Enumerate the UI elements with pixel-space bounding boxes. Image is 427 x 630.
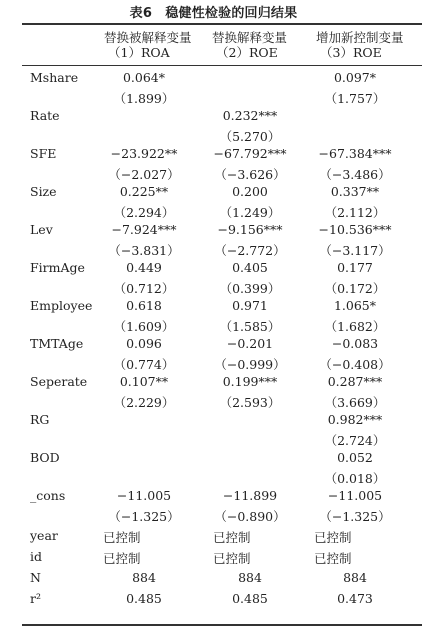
coefficient-cell: 0.982*** — [327, 412, 383, 427]
coefficient-cell: 0.449 — [126, 260, 162, 275]
coefficient-cell: −11.005 — [116, 488, 172, 503]
coefficient-cell: −0.201 — [226, 336, 274, 351]
bottom-rule — [22, 624, 422, 626]
footer-cell: 已控制 — [213, 551, 251, 566]
column-header-title: 替换被解释变量 — [104, 30, 192, 45]
row-label: FirmAge — [30, 260, 85, 275]
header-rule — [22, 65, 422, 66]
coefficient-cell: 0.337** — [330, 184, 380, 199]
t-statistic-cell: （1.585） — [219, 319, 281, 334]
row-label: Seperate — [30, 374, 88, 389]
coefficient-cell: 0.200 — [232, 184, 268, 199]
coefficient-cell: −23.922** — [110, 146, 178, 161]
coefficient-cell: −67.384*** — [318, 146, 392, 161]
column-header — [212, 30, 287, 60]
column-header-model: （3）ROE — [320, 45, 382, 60]
row-label: SFE — [30, 146, 57, 161]
footer-cell: 884 — [238, 570, 262, 585]
coefficient-cell: 0.052 — [337, 450, 373, 465]
footer-row-label: year — [30, 528, 58, 543]
t-statistic-cell: （−0.408） — [319, 357, 391, 372]
t-statistic-cell: （−3.486） — [319, 167, 391, 182]
t-statistic-cell: （−1.325） — [319, 509, 391, 524]
coefficient-cell: 0.064* — [122, 70, 166, 85]
coefficient-cell: 0.096 — [126, 336, 162, 351]
row-label: RG — [30, 412, 50, 427]
coefficient-cell: −11.005 — [327, 488, 383, 503]
coefficient-cell: −11.899 — [222, 488, 278, 503]
footer-row-label: r² — [30, 591, 41, 606]
coefficient-cell: −0.083 — [331, 336, 379, 351]
t-statistic-cell: （−1.325） — [108, 509, 180, 524]
coefficient-cell: −10.536*** — [318, 222, 392, 237]
footer-cell: 已控制 — [314, 530, 352, 545]
footer-cell: 已控制 — [103, 551, 141, 566]
coefficient-cell: 0.225** — [119, 184, 169, 199]
t-statistic-cell: （1.249） — [219, 205, 281, 220]
footer-cell: 已控制 — [103, 530, 141, 545]
column-header-title: 替换解释变量 — [212, 30, 288, 45]
footer-cell: 884 — [343, 570, 367, 585]
t-statistic-cell: （−3.831） — [108, 243, 180, 258]
table-title: 表6 稳健性检验的回归结果 — [129, 6, 298, 21]
column-header-model: （2）ROE — [216, 45, 278, 60]
t-statistic-cell: （2.294） — [113, 205, 175, 220]
footer-cell: 0.485 — [232, 591, 268, 606]
coefficient-cell: −7.924*** — [111, 222, 177, 237]
coefficient-cell: 0.618 — [126, 298, 162, 313]
coefficient-cell: 0.405 — [232, 260, 268, 275]
t-statistic-cell: （−0.999） — [214, 357, 286, 372]
footer-cell: 已控制 — [213, 530, 251, 545]
t-statistic-cell: （−3.626） — [214, 167, 286, 182]
coefficient-cell: 0.097* — [333, 70, 377, 85]
footer-row-label: id — [30, 549, 42, 564]
coefficient-cell: −67.792*** — [213, 146, 287, 161]
footer-row-label: N — [30, 570, 41, 585]
t-statistic-cell: （1.899） — [113, 91, 175, 106]
row-label: Rate — [30, 108, 60, 123]
row-label: _cons — [30, 488, 66, 503]
row-label: BOD — [30, 450, 60, 465]
top-rule — [22, 23, 422, 25]
t-statistic-cell: （2.593） — [219, 395, 281, 410]
footer-cell: 已控制 — [314, 551, 352, 566]
row-label: Size — [30, 184, 57, 199]
column-header-title: 增加新控制变量 — [316, 30, 404, 45]
t-statistic-cell: （−0.890） — [214, 509, 286, 524]
coefficient-cell: 0.971 — [232, 298, 268, 313]
row-label: Mshare — [30, 70, 79, 85]
coefficient-cell: 0.177 — [337, 260, 373, 275]
coefficient-cell: 0.107** — [119, 374, 169, 389]
row-label: Lev — [30, 222, 53, 237]
t-statistic-cell: （1.757） — [324, 91, 386, 106]
row-label: TMTAge — [30, 336, 84, 351]
row-label: Employee — [30, 298, 93, 313]
column-header — [316, 30, 404, 60]
t-statistic-cell: （5.270） — [219, 129, 281, 144]
t-statistic-cell: （2.229） — [113, 395, 175, 410]
t-statistic-cell: （1.609） — [113, 319, 175, 334]
coefficient-cell: 1.065* — [333, 298, 377, 313]
t-statistic-cell: （−3.117） — [319, 243, 391, 258]
t-statistic-cell: （0.774） — [113, 357, 175, 372]
column-header-model: （1）ROA — [108, 45, 170, 60]
footer-cell: 0.473 — [337, 591, 373, 606]
t-statistic-cell: （0.712） — [113, 281, 175, 296]
coefficient-cell: 0.232*** — [222, 108, 278, 123]
t-statistic-cell: （2.724） — [324, 433, 386, 448]
coefficient-cell: 0.287*** — [327, 374, 383, 389]
t-statistic-cell: （0.172） — [324, 281, 386, 296]
footer-cell: 0.485 — [126, 591, 162, 606]
t-statistic-cell: （−2.027） — [108, 167, 180, 182]
column-header — [104, 30, 192, 60]
footer-cell: 884 — [132, 570, 156, 585]
t-statistic-cell: （2.112） — [324, 205, 386, 220]
coefficient-cell: −9.156*** — [217, 222, 283, 237]
t-statistic-cell: （0.399） — [219, 281, 281, 296]
t-statistic-cell: （1.682） — [324, 319, 386, 334]
t-statistic-cell: （0.018） — [324, 471, 386, 486]
t-statistic-cell: （−2.772） — [214, 243, 286, 258]
coefficient-cell: 0.199*** — [222, 374, 278, 389]
t-statistic-cell: （3.669） — [324, 395, 386, 410]
